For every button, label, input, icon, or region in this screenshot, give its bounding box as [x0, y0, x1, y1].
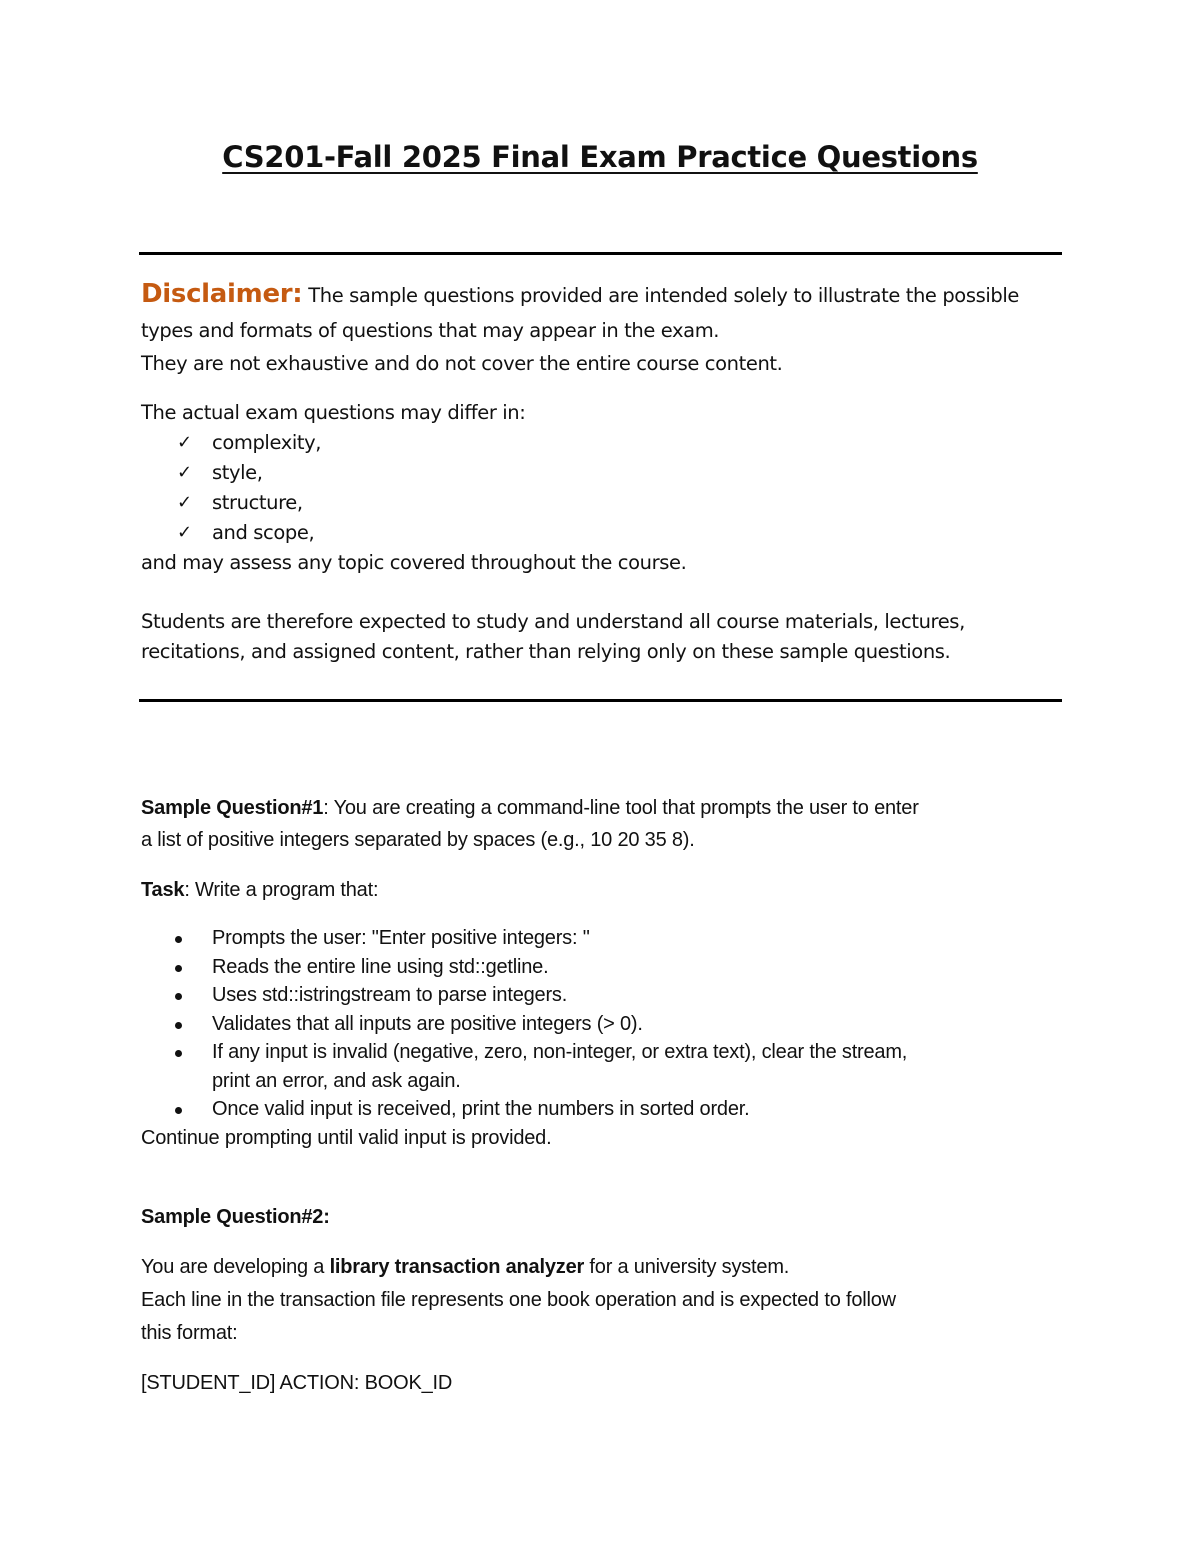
- list-item: ✓ complexity,: [141, 428, 1061, 458]
- emphasis-text: library transaction analyzer: [329, 1256, 585, 1278]
- disclaimer-line-2: types and formats of questions that may appear in the exam.: [141, 319, 720, 342]
- check-icon: ✓: [177, 432, 192, 453]
- question-2-line-2: Each line in the transaction file represents one book operation and is expected to follow: [141, 1289, 896, 1311]
- list-item: Once valid input is received, print the numbers in sorted order.: [141, 1095, 1071, 1124]
- bottom-divider: [139, 699, 1062, 702]
- check-icon: ✓: [177, 522, 192, 543]
- students-para-line-1: Students are therefore expected to study and understand all course materials, lectures,: [141, 610, 965, 633]
- list-item: Uses std::istringstream to parse integers.: [141, 981, 1071, 1010]
- differ-intro: The actual exam questions may differ in:: [141, 401, 526, 424]
- bullet-icon: [175, 936, 182, 943]
- list-item: ✓ style,: [141, 458, 1061, 488]
- question-1-text-line-2: a list of positive integers separated by spaces (e.g., 10 20 35 8).: [141, 829, 695, 851]
- list-item: Prompts the user: "Enter positive integers: ": [141, 924, 1071, 953]
- list-item: Validates that all inputs are positive integers (> 0).: [141, 1010, 1071, 1039]
- bullet-icon: [175, 1022, 182, 1029]
- question-1: [141, 792, 1071, 1152]
- bullet-icon: [175, 1107, 182, 1114]
- list-item: If any input is invalid (negative, zero, non-integer, or extra text), clear the stream, print an error, and ask again.: [141, 1038, 1071, 1095]
- disclaimer-label: Disclaimer:: [141, 279, 303, 309]
- bullet-icon: [175, 993, 182, 1000]
- disclaimer-line-1: The sample questions provided are intended solely to illustrate the possible: [308, 284, 1019, 307]
- task-label: Task: [141, 879, 185, 901]
- disclaimer-section: [141, 276, 1061, 667]
- bullet-icon: [175, 965, 182, 972]
- question-1-label: Sample Question#1: [141, 797, 324, 819]
- students-para-line-2: recitations, and assigned content, rather than relying only on these sample questions.: [141, 640, 951, 663]
- question-2: Sample Question#2: You are developing a library transaction analyzer for a university system. Each line in the transaction file represents one book operation and is expected to follow this format: [STUDENT_ID] ACTION: BOOK_ID: [141, 1201, 1071, 1399]
- check-icon: ✓: [177, 462, 192, 483]
- question-1-closing: Continue prompting until valid input is provided.: [141, 1126, 552, 1149]
- question-1-text: : You are creating a command-line tool that prompts the user to enter: [323, 797, 919, 819]
- question-2-label: Sample Question#2:: [141, 1206, 330, 1228]
- page-title: CS201-Fall 2025 Final Exam Practice Questions: [222, 140, 978, 174]
- list-item: Reads the entire line using std::getline.: [141, 953, 1071, 982]
- check-icon: ✓: [177, 492, 192, 513]
- question-2-line-3: this format:: [141, 1322, 238, 1344]
- top-divider: [139, 252, 1062, 255]
- task-text: : Write a program that:: [184, 879, 379, 901]
- differ-after: and may assess any topic covered throughout the course.: [141, 551, 687, 574]
- list-item: ✓ and scope,: [141, 518, 1061, 548]
- disclaimer-line-3: They are not exhaustive and do not cover the entire course content.: [141, 352, 783, 375]
- format-line: [STUDENT_ID] ACTION: BOOK_ID: [141, 1372, 453, 1394]
- list-item: ✓ structure,: [141, 488, 1061, 518]
- bullet-icon: [175, 1050, 182, 1057]
